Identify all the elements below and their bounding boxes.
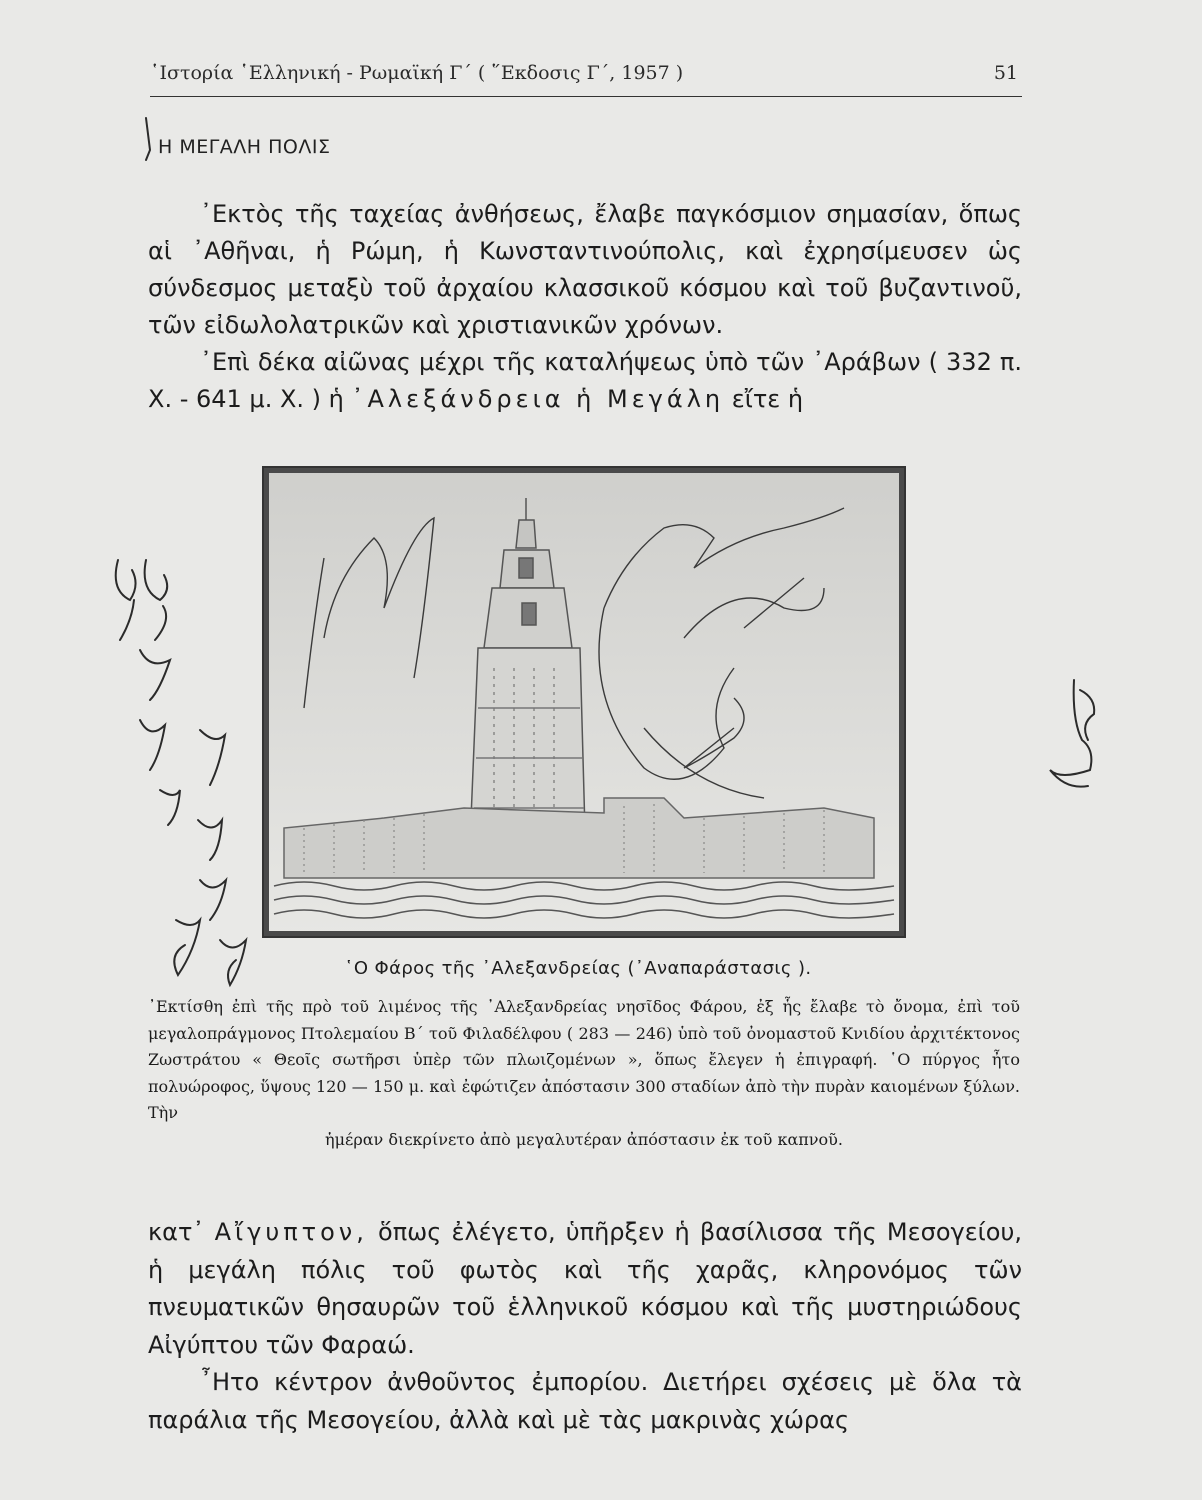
page-number: 51 [993,62,1018,84]
body-paragraph-1 [148,1214,1022,1364]
section-title: Η ΜΕΓΑΛΗ ΠΟΛΙΣ [158,136,331,158]
body-paragraphs [148,1214,1022,1439]
figure-caption-title: ῾Ο Φάρος τῆς ᾿Αλεξανδρείας (᾿Αναπαράστασις ). [344,958,812,979]
header-title: ῾Ιστορία ῾Ελληνική - Ρωμαϊκή Γ΄ ( ῞Εκδοσις Γ΄, 1957 ) [150,62,684,84]
body-paragraph-2: ῏Ητο κέντρον ἀνθοῦντος ἐμπορίου. Διετήρει σχέσεις μὲ ὅλα τὰ παράλια τῆς Μεσογείου, ἀλλὰ καὶ μὲ τὰς μακρινὰς χώρας [148,1368,1022,1434]
spaced-name-alexandria: ᾿Αλεξάνδρεια ἡ Μεγάλη [351,385,725,413]
caption-last-line: ἡμέραν διεκρίνετο ἀπὸ μεγαλυτέραν ἀπόστασιν ἐκ τοῦ καπνοῦ. [325,1129,843,1149]
lighthouse-illustration [262,466,906,938]
body-p1-start: κατ᾿ [148,1218,205,1246]
body-p1-rest: ὅπως ἐλέγετο, ὑπῆρξεν ἡ βασίλισσα τῆς Μεσογείου, ἡ μεγάλη πόλις τοῦ φωτὸς καὶ τῆς χαρᾶς, κληρονόμος τῶν πνευματικῶν θησαυρῶν τοῦ ἑλληνικοῦ κόσμου καὶ τῆς μυστηριώδους Αἰγύπτου τῶν Φαραώ. [148,1218,1022,1359]
pharos-drawing [264,468,904,936]
spaced-name-egypt: Αἴγυπτον, [214,1218,368,1246]
intro-sentence-1: ᾿Εκτὸς τῆς ταχείας ἀνθήσεως, ἔλαβε παγκόσμιον σημασίαν, ὅπως αἱ ᾿Αθῆναι, ἡ Ρώμη, ἡ Κωνσταντινούπολις, καὶ ἐχρησίμευσεν ὡς σύνδεσμος μεταξὺ τοῦ ἀρχαίου κλασσικοῦ κόσμου καὶ τοῦ βυζαντινοῦ, τῶν εἰδωλολατρικῶν καὶ χριστιανικῶν χρόνων. [148,200,1022,339]
running-header [150,62,1022,97]
caption-text: ᾿Εκτίσθη ἐπὶ τῆς πρὸ τοῦ λιμένος τῆς ᾿Αλεξανδρείας νησῖδος Φάρου, ἐξ ἧς ἔλαβε τὸ ὄνομα, ἐπὶ τοῦ μεγαλοπράγμονος Πτολεμαίου Β΄ τοῦ Φιλαδέλφου ( 283 — 246) ὑπὸ τοῦ ὀνομαστοῦ Κνιδίου ἀρχιτέκτονος Ζωστράτου « Θεοῖς σωτῆρσι ὑπὲρ τῶν πλωιζομένων », ὅπως ἔλεγεν ἡ ἐπιγραφή. ῾Ο πύργος ἦτο πολυώροφος, ὕψους 120 — 150 μ. καὶ ἐφώτιζεν ἀπόστασιν 300 σταδίων ἀπὸ τὴν πυρὰν καιομένων ξύλων. Τὴν [148,997,1020,1122]
intro-sentence-2-end: εἴτε ἡ [731,385,804,413]
intro-sentence-2 [148,344,1022,418]
figure-caption-body [148,994,1020,1153]
intro-sentence-2-start: ᾿Επὶ δέκα αἰῶνας μέχρι τῆς καταλήψεως ὑπὸ τῶν ᾿Αράβων ( 332 π. Χ. - 641 μ. Χ. ) ἡ [148,348,1022,413]
intro-paragraph [148,196,1022,418]
